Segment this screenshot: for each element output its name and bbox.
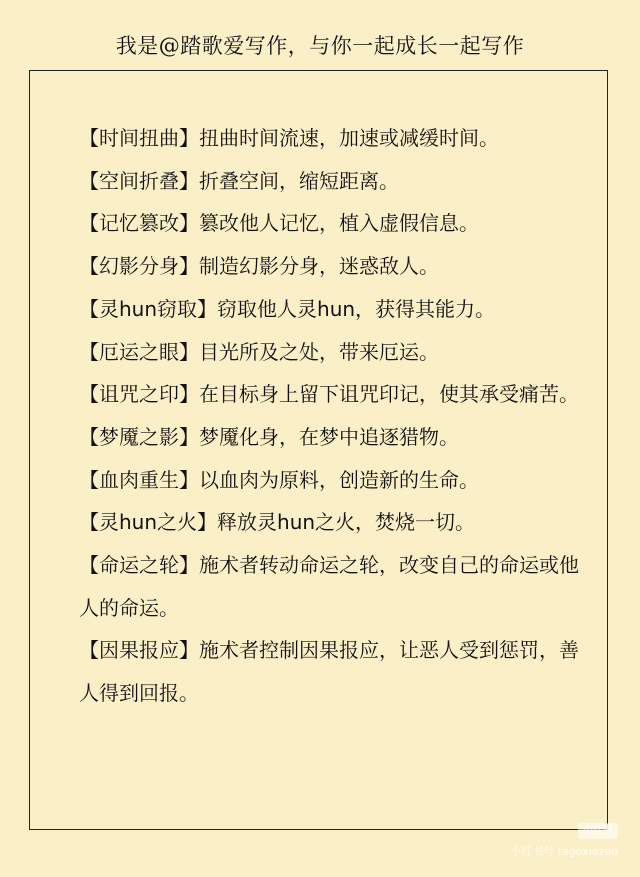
page-header: 我是@踏歌爱写作，与你一起成长一起写作 — [115, 34, 525, 58]
entry-term: 【灵hun之火】 — [79, 510, 218, 535]
entry-desc: 施术者控制因果报应，让恶人受到惩罚，善人得到回报。 — [79, 638, 579, 706]
entry-term: 【诅咒之印】 — [79, 382, 199, 407]
entry-term: 【灵hun窃取】 — [79, 296, 218, 321]
entry-term: 【记忆篡改】 — [79, 211, 199, 236]
entry-desc: 篡改他人记忆，植入虚假信息。 — [199, 211, 479, 236]
entry-term: 【幻影分身】 — [79, 254, 199, 279]
entry-term: 【梦魇之影】 — [79, 424, 199, 449]
entry-term: 【厄运之眼】 — [79, 339, 199, 364]
entry-term: 【血肉重生】 — [79, 467, 199, 492]
entry-phantom-clone — [79, 245, 579, 288]
entry-desc: 以血肉为原料，创造新的生命。 — [199, 467, 479, 492]
entry-list — [79, 117, 579, 715]
entry-desc: 梦魇化身，在梦中追逐猎物。 — [199, 424, 459, 449]
entry-desc: 目光所及之处，带来厄运。 — [199, 339, 439, 364]
entry-desc: 施术者转动命运之轮，改变自己的命运或他人的命运。 — [79, 553, 579, 620]
entry-desc: 释放灵hun之火，焚烧一切。 — [217, 510, 476, 535]
entry-eye-of-misfortune — [79, 331, 579, 374]
watermark-badge: 小红书 — [578, 823, 618, 839]
watermark-text: 小红书号 tagexiezuo — [510, 845, 618, 858]
entry-soul-steal — [79, 288, 579, 331]
entry-wheel-of-fate — [79, 544, 579, 629]
entry-term: 【时间扭曲】 — [79, 126, 199, 150]
entry-desc: 在目标身上留下诅咒印记，使其承受痛苦。 — [199, 382, 579, 407]
entry-desc: 折叠空间，缩短距离。 — [199, 168, 399, 193]
entry-nightmare-shadow — [79, 416, 579, 459]
entry-time-distortion — [79, 117, 579, 160]
entry-flesh-rebirth — [79, 459, 579, 502]
entry-curse-mark — [79, 373, 579, 416]
entry-space-fold — [79, 160, 579, 203]
entry-desc: 扭曲时间流速，加速或减缓时间。 — [199, 126, 499, 150]
entry-term: 【空间折叠】 — [79, 168, 199, 193]
entry-term: 【命运之轮】 — [79, 553, 199, 578]
entry-memory-alter — [79, 202, 579, 245]
entry-karma — [79, 629, 579, 714]
entry-term: 【因果报应】 — [79, 638, 199, 663]
entry-desc: 窃取他人灵hun，获得其能力。 — [217, 296, 496, 321]
entry-desc: 制造幻影分身，迷惑敌人。 — [199, 254, 439, 279]
entry-soul-fire — [79, 501, 579, 544]
watermark — [510, 823, 618, 859]
